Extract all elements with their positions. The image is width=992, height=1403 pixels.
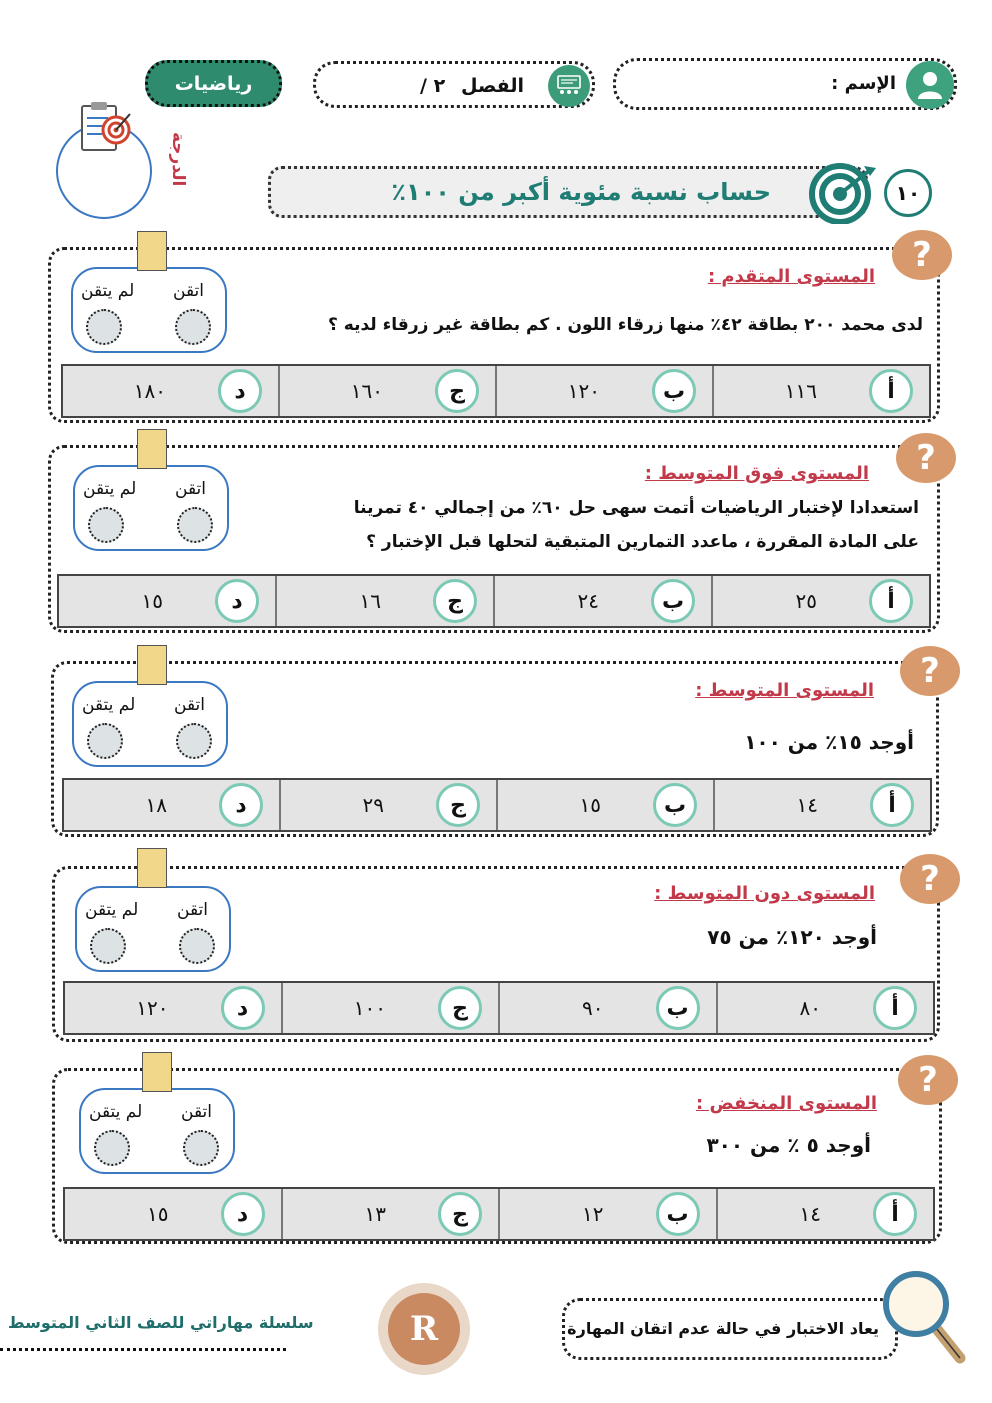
name-label: الإسم : [831, 73, 896, 94]
option-value: ١٤ [796, 793, 818, 817]
question-text: على المادة المقررة ، ماعدد التمارين المتبقية لتحلها قبل الإختبار ؟ [366, 532, 919, 552]
option-value: ١٥ [141, 589, 163, 613]
logo-inner: R [388, 1293, 460, 1365]
option-letter: ج [438, 1192, 482, 1236]
class-label: الفصل [460, 75, 524, 97]
question-card-4 [52, 866, 940, 1042]
option-value: ١٥ [579, 793, 601, 817]
checklist-icon [137, 429, 167, 469]
option-letter: د [221, 1192, 265, 1236]
option-letter: ب [656, 986, 700, 1030]
question-text: استعدادا لإختبار الرياضيات أتمت سهى حل ٦٠٪ من إجمالي ٤٠ تمرينا [353, 498, 919, 518]
not-mastered-label: لم يتقن [85, 900, 139, 920]
option-value: ١٤ [799, 1202, 821, 1226]
magnifier-icon [880, 1270, 970, 1366]
not-mastered-label: لم يتقن [81, 281, 135, 301]
option-value: ٨٠ [799, 996, 821, 1020]
not-mastered-checkbox[interactable] [90, 928, 126, 964]
question-card-5 [52, 1068, 942, 1244]
option-d[interactable] [65, 983, 281, 1033]
question-mark-icon: ? [898, 1055, 958, 1105]
question-card-3 [51, 661, 939, 837]
option-value: ٢٩ [362, 793, 384, 817]
option-letter: ج [433, 579, 477, 623]
option-letter: د [219, 783, 263, 827]
option-value: ١٨٠ [133, 379, 166, 403]
mastery-box [71, 267, 227, 353]
class-value: ٢ / [420, 75, 446, 97]
option-letter: ج [435, 369, 479, 413]
option-letter: د [218, 369, 262, 413]
mastered-label: اتقن [174, 695, 205, 715]
level-label: المستوى فوق المتوسط : [644, 463, 869, 484]
checklist-icon [137, 848, 167, 888]
option-letter: ج [436, 783, 480, 827]
option-letter: د [215, 579, 259, 623]
checklist-icon [137, 645, 167, 685]
option-value: ٢٥ [795, 589, 817, 613]
footer-divider [0, 1348, 286, 1351]
option-letter: أ [869, 579, 913, 623]
option-value: ٩٠ [582, 996, 604, 1020]
mastery-box [79, 1088, 235, 1174]
answer-row [63, 1187, 935, 1241]
mastered-label: اتقن [181, 1102, 212, 1122]
option-value: ١٨ [145, 793, 167, 817]
option-value: ١٦٠ [350, 379, 383, 403]
option-d[interactable] [63, 366, 278, 416]
lesson-title: حساب نسبة مئوية أكبر من ١٠٠٪ [391, 178, 771, 206]
not-mastered-checkbox[interactable] [86, 309, 122, 345]
mastery-box [73, 465, 229, 551]
level-label: المستوى المنخفض : [695, 1093, 877, 1114]
option-b[interactable] [496, 780, 713, 830]
mastery-box [75, 886, 231, 972]
answer-row [62, 778, 932, 832]
option-d[interactable] [59, 576, 275, 626]
lesson-title-box [268, 166, 868, 218]
option-value: ١٢ [582, 1202, 604, 1226]
option-letter: ب [652, 369, 696, 413]
answer-row [63, 981, 935, 1035]
option-letter: د [221, 986, 265, 1030]
not-mastered-label: لم يتقن [83, 479, 137, 499]
mastered-label: اتقن [175, 479, 206, 499]
option-b[interactable] [493, 576, 711, 626]
option-c[interactable] [279, 780, 496, 830]
question-text: أوجد ٥ ٪ من ٣٠٠ [706, 1133, 871, 1157]
question-card-1 [48, 247, 940, 423]
option-c[interactable] [275, 576, 493, 626]
checklist-icon [142, 1052, 172, 1092]
lesson-number: ١٠ [895, 181, 921, 205]
not-mastered-label: لم يتقن [82, 695, 136, 715]
not-mastered-checkbox[interactable] [87, 723, 123, 759]
option-b[interactable] [495, 366, 712, 416]
lesson-number-badge [884, 169, 932, 217]
name-field[interactable] [613, 58, 957, 110]
option-b[interactable] [498, 983, 716, 1033]
answer-row [57, 574, 931, 628]
retest-note-box [562, 1298, 898, 1360]
option-a[interactable] [712, 366, 929, 416]
classroom-icon [548, 65, 590, 107]
mastered-checkbox[interactable] [179, 928, 215, 964]
option-value: ١٦ [359, 589, 381, 613]
question-text: أوجد ١٥٪ من ١٠٠ [744, 730, 914, 754]
checklist-icon [137, 231, 167, 271]
mastered-label: اتقن [177, 900, 208, 920]
not-mastered-checkbox[interactable] [88, 507, 124, 543]
subject-label: رياضيات [174, 72, 253, 95]
option-d[interactable] [65, 1189, 281, 1239]
question-mark-icon: ? [896, 433, 956, 483]
option-c[interactable] [281, 983, 499, 1033]
option-value: ٢٤ [577, 589, 599, 613]
option-a[interactable] [711, 576, 929, 626]
option-letter: ب [651, 579, 695, 623]
level-label: المستوى المتقدم : [707, 266, 875, 287]
option-a[interactable] [716, 983, 934, 1033]
retest-note: يعاد الاختبار في حالة عدم اتقان المهارة [567, 1319, 879, 1338]
mastered-checkbox[interactable] [183, 1130, 219, 1166]
option-value: ١٢٠ [136, 996, 169, 1020]
option-b[interactable] [498, 1189, 716, 1239]
level-label: المستوى دون المتوسط : [654, 883, 875, 904]
question-mark-icon: ? [892, 230, 952, 280]
question-mark-icon: ? [900, 646, 960, 696]
option-value: ١٠٠ [353, 996, 386, 1020]
option-value: ١١٦ [784, 379, 817, 403]
option-a[interactable] [713, 780, 930, 830]
series-title: سلسلة مهاراتي للصف الثاني المتوسط [8, 1313, 314, 1332]
mastered-checkbox[interactable] [175, 309, 211, 345]
mastery-box [72, 681, 228, 767]
option-value: ١٣ [364, 1202, 386, 1226]
level-label: المستوى المتوسط : [695, 680, 874, 701]
mastered-label: اتقن [173, 281, 204, 301]
option-letter: أ [869, 369, 913, 413]
question-mark-icon: ? [900, 854, 960, 904]
option-value: ١٢٠ [567, 379, 600, 403]
option-letter: أ [873, 1192, 917, 1236]
not-mastered-label: لم يتقن [89, 1102, 143, 1122]
answer-row [61, 364, 931, 418]
not-mastered-checkbox[interactable] [94, 1130, 130, 1166]
option-letter: أ [870, 783, 914, 827]
option-value: ١٥ [147, 1202, 169, 1226]
class-field[interactable] [313, 61, 595, 108]
option-letter: أ [873, 986, 917, 1030]
option-d[interactable] [64, 780, 279, 830]
subject-badge [145, 60, 282, 107]
option-letter: ج [438, 986, 482, 1030]
option-a[interactable] [716, 1189, 934, 1239]
question-text: لدى محمد ٢٠٠ بطاقة ٤٢٪ منها زرقاء اللون . كم بطاقة غير زرقاء لديه ؟ [328, 315, 923, 335]
checklist-target-icon [78, 100, 134, 156]
mastered-checkbox[interactable] [177, 507, 213, 543]
user-icon [906, 61, 954, 109]
option-c[interactable] [281, 1189, 499, 1239]
option-c[interactable] [278, 366, 495, 416]
option-letter: ب [653, 783, 697, 827]
grade-label: الدرجة [168, 132, 188, 187]
question-card-2 [48, 445, 940, 633]
question-text: أوجد ١٢٠٪ من ٧٥ [707, 925, 877, 949]
target-icon [808, 162, 880, 224]
mastered-checkbox[interactable] [176, 723, 212, 759]
option-letter: ب [656, 1192, 700, 1236]
brand-logo [378, 1283, 470, 1375]
